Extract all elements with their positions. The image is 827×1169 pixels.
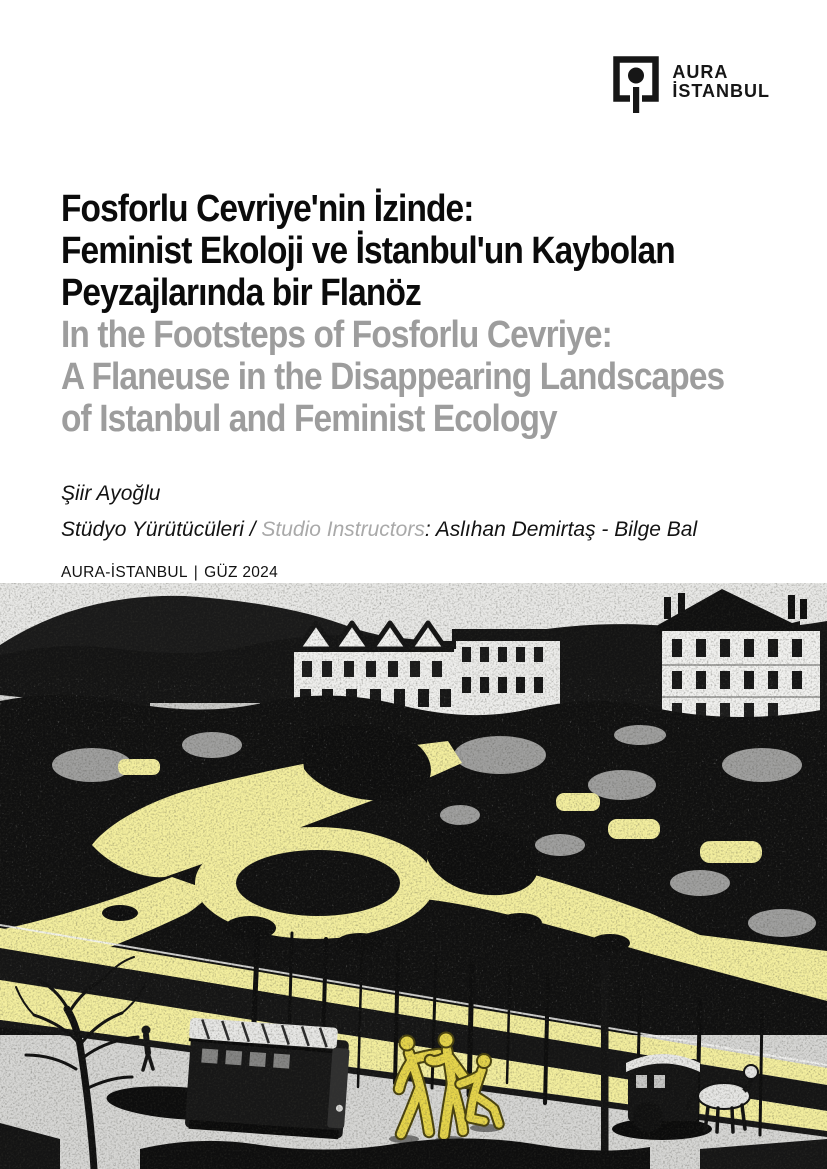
hero-image	[0, 583, 827, 1169]
title-english-line-2: A Flaneuse in the Disappearing Landscapes	[61, 356, 725, 398]
logo-line-2: İSTANBUL	[672, 81, 770, 101]
title-english-line-3: of Istanbul and Feminist Ecology	[61, 398, 557, 440]
title-turkish-line-1: Fosforlu Cevriye'nin İzinde:	[61, 188, 474, 230]
instructors-colon: :	[424, 518, 436, 541]
instructors-line	[61, 517, 697, 543]
hero-illustration	[0, 583, 827, 1169]
aura-logo	[613, 56, 770, 114]
title-block	[61, 188, 791, 440]
grain-dark	[0, 583, 827, 1169]
aura-logo-icon	[613, 56, 659, 114]
title-turkish-line-2: Feminist Ekoloji ve İstanbul'un Kaybolan	[61, 230, 675, 272]
instructors-label-tr: Stüdyo Yürütücüleri /	[61, 518, 262, 541]
separator-bar: |	[193, 563, 199, 581]
logo-line-1: AURA	[672, 62, 729, 82]
instructors-names: Aslıhan Demirtaş - Bilge Bal	[435, 518, 698, 541]
instructors-label-en: Studio Instructors	[261, 518, 425, 541]
program-name: AURA-İSTANBUL	[61, 563, 188, 581]
term: GÜZ 2024	[204, 563, 279, 581]
title-english-line-1: In the Footsteps of Fosforlu Cevriye:	[61, 314, 612, 356]
aura-logo-text	[672, 63, 770, 101]
title-turkish-line-3: Peyzajlarında bir Flanöz	[61, 272, 421, 314]
program-term-line	[61, 564, 278, 582]
author-name: Şiir Ayoğlu	[61, 482, 161, 505]
